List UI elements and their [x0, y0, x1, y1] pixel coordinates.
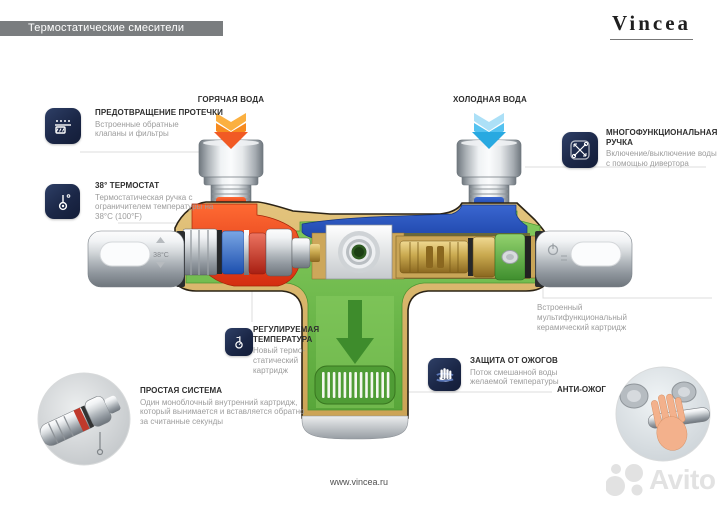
adjustable-temp-body: Новый термо-статический картридж [253, 346, 306, 375]
watermark [606, 461, 715, 499]
leak-title: ПРЕДОТВРАЩЕНИЕ ПРОТЕЧКИ [95, 108, 223, 117]
thermometer-icon [45, 184, 80, 219]
spout-cap [302, 416, 408, 439]
multifunction-title: МНОГОФУНКЦИОНАЛЬНАЯ РУЧКА [606, 128, 718, 147]
handle-temp-label: 38°C [153, 252, 169, 259]
diverter-icon [562, 132, 598, 168]
thermostat-body: Термостатическая ручка с ограничителем температуры на 38°C (100°F) [95, 192, 214, 222]
simple-system-title: ПРОСТАЯ СИСТЕМА [140, 386, 223, 395]
diverter-handle [536, 231, 632, 287]
header-bar [0, 21, 223, 36]
brand-logo: Vincea [610, 11, 693, 40]
antiburn-photo [616, 367, 711, 461]
burn-protection-title: ЗАЩИТА ОТ ОЖОГОВ [470, 356, 558, 365]
hand-icon [428, 358, 461, 391]
cartridge-photo [36, 373, 130, 465]
anti-burn-label: АНТИ-ОЖОГ [557, 385, 606, 394]
mixing-block [326, 225, 392, 279]
multifunction-body: Включение/выключение воды с помощью дивертора [606, 149, 717, 168]
filter-icon [45, 108, 81, 144]
aerator [315, 366, 395, 404]
avito-logo-icon [606, 461, 646, 499]
cold-inlet [457, 140, 521, 206]
temp-dial-icon [225, 328, 253, 356]
cartridge-note: Встроенный мультифункциональный керамический картридж [537, 303, 628, 332]
site-url: www.vincea.ru [330, 477, 389, 487]
watermark-text: Avito [649, 464, 716, 495]
page-title: Термостатические смесители [28, 22, 185, 34]
cold-water-label: ХОЛОДНАЯ ВОДА [453, 95, 527, 104]
thermostat-title: 38° ТЕРМОСТАТ [95, 181, 160, 190]
burn-protection-body: Поток смешанной воды желаемой температуры [470, 367, 559, 387]
adjustable-temp-title: РЕГУЛИРУЕМАЯ ТЕМПЕРАТУРА [253, 325, 320, 344]
simple-system-body: Один моноблочный внутренний картридж, который вынимается и вставляется обратно за считанные секунды [140, 397, 305, 427]
hot-water-label: ГОРЯЧАЯ ВОДА [197, 95, 265, 104]
ceramic-cartridge [396, 234, 536, 280]
leak-body: Встроенные обратные клапаны и фильтры [95, 119, 179, 139]
thermostat-handle [88, 231, 184, 287]
